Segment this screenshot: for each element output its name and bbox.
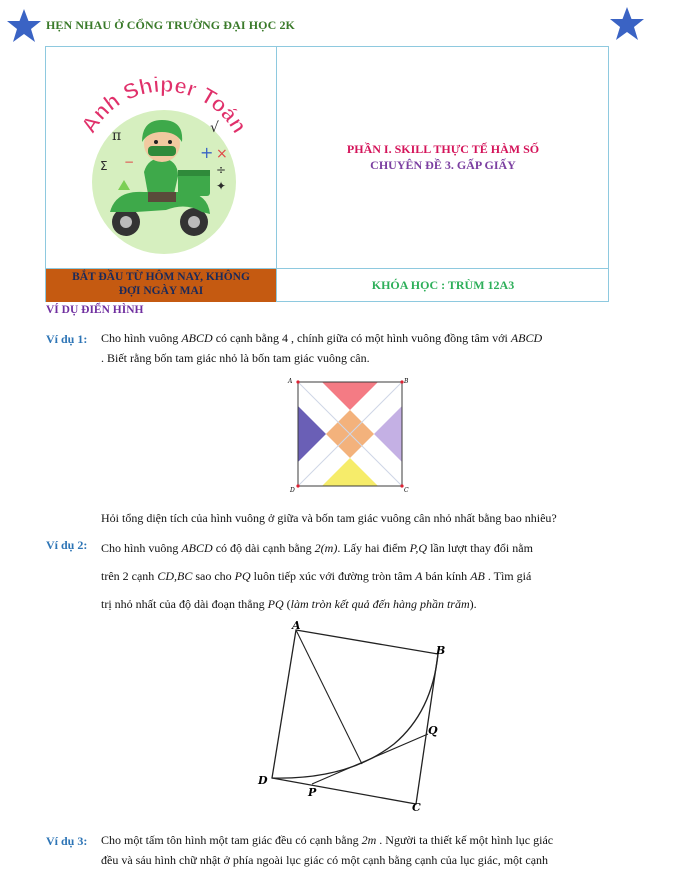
vertex-label-A: A xyxy=(292,619,301,632)
vertex-label-Q: Q xyxy=(428,724,438,737)
svg-text:✦: ✦ xyxy=(216,179,227,193)
star-icon-right xyxy=(608,6,646,42)
star-icon-left xyxy=(5,8,43,44)
vertex-label-C: C xyxy=(412,801,421,814)
example-3-text: Cho một tấm tôn hình một tam giác đều có cạnh bằng 2m . Người ta thiết kế một hình lục giác đều và sáu hình chữ nhật ở phía ngoài lục giác có một cạnh bằng cạnh của lục giác, một cạnh xyxy=(101,833,554,867)
section-heading: VÍ DỤ ĐIỂN HÌNH xyxy=(46,304,144,316)
logo-text: Anh Shiper Toán xyxy=(75,71,253,138)
brand-logo xyxy=(66,62,262,258)
page-subtitle: CHUYÊN ĐỀ 3. GẤP GIẤY xyxy=(370,158,516,172)
slogan-line: BẮT ĐẦU TỪ HÔM NAY, KHÔNG xyxy=(72,271,250,283)
vertex-label-D: D xyxy=(290,487,295,494)
example-1-figure xyxy=(286,374,410,494)
svg-text:π: π xyxy=(112,128,122,144)
svg-text:+: + xyxy=(200,143,214,162)
svg-text:Σ: Σ xyxy=(100,159,108,173)
vertex-label-P: P xyxy=(308,786,317,799)
svg-text:√: √ xyxy=(210,120,219,136)
vertex-label-D: D xyxy=(258,774,268,787)
vertex-label-A: A xyxy=(288,378,293,385)
example-2-figure xyxy=(252,616,452,816)
course-name: KHÓA HỌC : TRÙM 12A3 xyxy=(371,278,515,292)
slogan-line: ĐỢI NGÀY MAI xyxy=(118,285,204,297)
vertex-label-C: C xyxy=(404,487,409,494)
svg-text:÷: ÷ xyxy=(216,163,227,177)
example-1-text: Cho hình vuông ABCD có cạnh bằng 4 , chính giữa có một hình vuông đồng tâm với ABCD . Biết rằng bốn tam giác nhỏ là bốn tam giác vuông cân. xyxy=(101,331,543,365)
table-divider xyxy=(276,46,277,302)
example-1-question: Hỏi tổng diện tích của hình vuông ở giữa và bốn tam giác vuông cân nhỏ nhất bằng bao nhiêu? xyxy=(101,511,557,525)
vertex-label-B: B xyxy=(404,378,409,385)
page-title: PHẦN I. SKILL THỰC TẾ HÀM SỐ xyxy=(346,142,540,156)
example-2-text: Cho hình vuông ABCD có độ dài cạnh bằng 2(m). Lấy hai điểm P,Q lần lượt thay đổi nằm trên 2 cạnh CD,BC sao cho PQ luôn tiếp xúc với đường tròn tâm A bán kính AB . Tìm giá trị nhỏ nhất của độ dài đoạn thẳng PQ (làm tròn kết quả đến hàng phần trăm). xyxy=(101,541,533,611)
vertex-label-B: B xyxy=(436,644,446,657)
page-header: HẸN NHAU Ở CỔNG TRƯỜNG ĐẠI HỌC 2K xyxy=(46,18,295,32)
slogan-banner xyxy=(46,269,276,302)
svg-text:−: − xyxy=(124,155,135,169)
example-1-label: Ví dụ 1: xyxy=(46,332,88,346)
example-2-label: Ví dụ 2: xyxy=(46,538,88,552)
svg-text:×: × xyxy=(216,146,228,162)
example-3-label: Ví dụ 3: xyxy=(46,834,88,848)
